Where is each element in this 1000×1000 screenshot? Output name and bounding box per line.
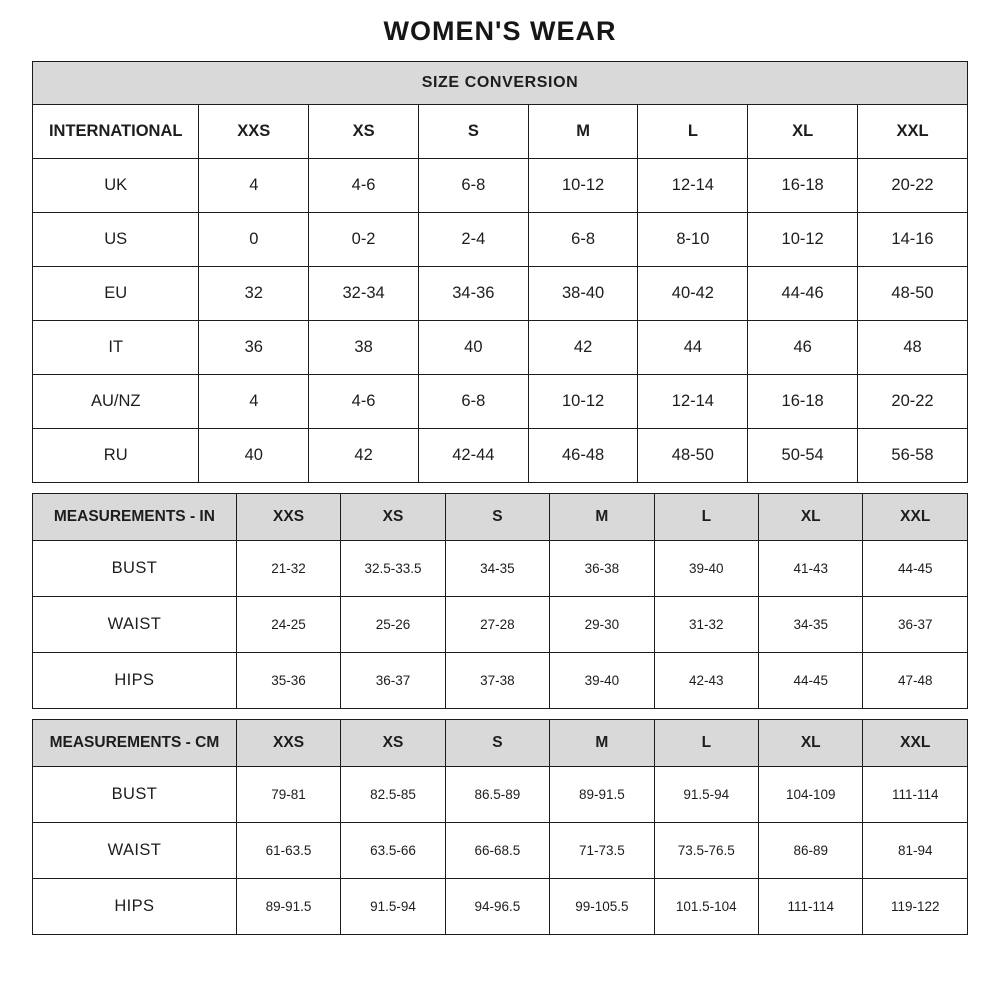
table-cell: 10-12 — [748, 213, 858, 267]
table-cell: 32 — [199, 267, 309, 321]
column-header: M — [550, 720, 654, 767]
table-row — [33, 429, 968, 483]
row-label: IT — [33, 321, 199, 375]
column-header: L — [638, 105, 748, 159]
table-cell: 36-38 — [550, 541, 654, 597]
table-cell: 91.5-94 — [654, 767, 758, 823]
table-cell: 24-25 — [236, 597, 340, 653]
column-header: L — [654, 720, 758, 767]
column-header: S — [445, 494, 549, 541]
row-label: AU/NZ — [33, 375, 199, 429]
table-cell: 46 — [748, 321, 858, 375]
table-cell: 81-94 — [863, 823, 968, 879]
table-cell: 8-10 — [638, 213, 748, 267]
table-cell: 36 — [199, 321, 309, 375]
table-cell: 44-45 — [863, 541, 968, 597]
row-label: HIPS — [33, 879, 237, 935]
row-label: UK — [33, 159, 199, 213]
measurements-cm-table — [32, 719, 968, 935]
row-label: BUST — [33, 767, 237, 823]
table-row — [33, 213, 968, 267]
table-cell: 89-91.5 — [550, 767, 654, 823]
table-cell: 21-32 — [236, 541, 340, 597]
table-cell: 38-40 — [528, 267, 638, 321]
table-cell: 40 — [418, 321, 528, 375]
table-cell: 35-36 — [236, 653, 340, 709]
table-row — [33, 823, 968, 879]
table-row — [33, 653, 968, 709]
table-cell: 56-58 — [858, 429, 968, 483]
table-cell: 46-48 — [528, 429, 638, 483]
column-header: XXS — [236, 720, 340, 767]
table-cell: 20-22 — [858, 159, 968, 213]
table-cell: 4 — [199, 375, 309, 429]
table-cell: 34-36 — [418, 267, 528, 321]
table-cell: 71-73.5 — [550, 823, 654, 879]
table-title-row — [33, 62, 968, 105]
table-cell: 111-114 — [759, 879, 863, 935]
table-cell: 16-18 — [748, 159, 858, 213]
table-cell: 6-8 — [418, 159, 528, 213]
column-header: XXL — [863, 720, 968, 767]
table-cell: 50-54 — [748, 429, 858, 483]
table-cell: 2-4 — [418, 213, 528, 267]
table-cell: 48 — [858, 321, 968, 375]
table-cell: 48-50 — [858, 267, 968, 321]
column-header: XL — [759, 494, 863, 541]
table-cell: 0 — [199, 213, 309, 267]
table-cell: 44 — [638, 321, 748, 375]
table-row — [33, 267, 968, 321]
column-header: MEASUREMENTS - CM — [33, 720, 237, 767]
column-header: M — [550, 494, 654, 541]
column-header: XL — [748, 105, 858, 159]
table-cell: 47-48 — [863, 653, 968, 709]
table-cell: 38 — [309, 321, 419, 375]
table-row — [33, 597, 968, 653]
table-cell: 44-46 — [748, 267, 858, 321]
table-cell: 94-96.5 — [445, 879, 549, 935]
column-header: XXL — [863, 494, 968, 541]
table-cell: 32.5-33.5 — [341, 541, 445, 597]
column-header: XXS — [236, 494, 340, 541]
column-header: XL — [759, 720, 863, 767]
row-label: EU — [33, 267, 199, 321]
page-title: WOMEN'S WEAR — [383, 16, 617, 46]
header-row — [33, 105, 968, 159]
column-header: XXS — [199, 105, 309, 159]
column-header: INTERNATIONAL — [33, 105, 199, 159]
table-row — [33, 767, 968, 823]
table-cell: 86-89 — [759, 823, 863, 879]
table-row — [33, 375, 968, 429]
table-cell: 91.5-94 — [341, 879, 445, 935]
table-cell: 89-91.5 — [236, 879, 340, 935]
size-conversion-table — [32, 61, 968, 483]
table-cell: 12-14 — [638, 375, 748, 429]
table-cell: 66-68.5 — [445, 823, 549, 879]
table-cell: 40 — [199, 429, 309, 483]
column-header: MEASUREMENTS - IN — [33, 494, 237, 541]
table-cell: 41-43 — [759, 541, 863, 597]
table-cell: 32-34 — [309, 267, 419, 321]
table-cell: 29-30 — [550, 597, 654, 653]
table-cell: 86.5-89 — [445, 767, 549, 823]
table-cell: 37-38 — [445, 653, 549, 709]
table-cell: 10-12 — [528, 159, 638, 213]
table-cell: 99-105.5 — [550, 879, 654, 935]
table-cell: 14-16 — [858, 213, 968, 267]
table-cell: 39-40 — [550, 653, 654, 709]
row-label: BUST — [33, 541, 237, 597]
table-cell: 73.5-76.5 — [654, 823, 758, 879]
table-cell: 31-32 — [654, 597, 758, 653]
table-cell: 20-22 — [858, 375, 968, 429]
table-cell: 82.5-85 — [341, 767, 445, 823]
table-cell: 0-2 — [309, 213, 419, 267]
table-cell: 48-50 — [638, 429, 748, 483]
table-cell: 63.5-66 — [341, 823, 445, 879]
column-header: XS — [309, 105, 419, 159]
table-cell: 36-37 — [341, 653, 445, 709]
table-cell: 27-28 — [445, 597, 549, 653]
table-cell: 16-18 — [748, 375, 858, 429]
header-row — [33, 494, 968, 541]
table-cell: 34-35 — [759, 597, 863, 653]
column-header: XXL — [858, 105, 968, 159]
table-cell: 119-122 — [863, 879, 968, 935]
row-label: US — [33, 213, 199, 267]
table-cell: 101.5-104 — [654, 879, 758, 935]
table-cell: 4-6 — [309, 159, 419, 213]
table-cell: 79-81 — [236, 767, 340, 823]
column-header: XS — [341, 720, 445, 767]
table-cell: 36-37 — [863, 597, 968, 653]
table-cell: 34-35 — [445, 541, 549, 597]
table-cell: 42-43 — [654, 653, 758, 709]
table-row — [33, 159, 968, 213]
table-row — [33, 541, 968, 597]
table-row — [33, 879, 968, 935]
column-header: M — [528, 105, 638, 159]
table-cell: 104-109 — [759, 767, 863, 823]
table-cell: 4 — [199, 159, 309, 213]
row-label: HIPS — [33, 653, 237, 709]
table-cell: 42 — [309, 429, 419, 483]
table-cell: 6-8 — [528, 213, 638, 267]
row-label: WAIST — [33, 823, 237, 879]
column-header: S — [445, 720, 549, 767]
table-cell: 111-114 — [863, 767, 968, 823]
table-cell: 4-6 — [309, 375, 419, 429]
row-label: RU — [33, 429, 199, 483]
column-header: XS — [341, 494, 445, 541]
table-cell: 12-14 — [638, 159, 748, 213]
table-row — [33, 321, 968, 375]
table-title: SIZE CONVERSION — [33, 62, 968, 105]
table-cell: 25-26 — [341, 597, 445, 653]
table-cell: 42-44 — [418, 429, 528, 483]
row-label: WAIST — [33, 597, 237, 653]
table-cell: 61-63.5 — [236, 823, 340, 879]
table-cell: 40-42 — [638, 267, 748, 321]
measurements-in-table — [32, 493, 968, 709]
table-cell: 44-45 — [759, 653, 863, 709]
table-cell: 39-40 — [654, 541, 758, 597]
table-cell: 6-8 — [418, 375, 528, 429]
column-header: S — [418, 105, 528, 159]
column-header: L — [654, 494, 758, 541]
table-cell: 42 — [528, 321, 638, 375]
table-cell: 10-12 — [528, 375, 638, 429]
header-row — [33, 720, 968, 767]
